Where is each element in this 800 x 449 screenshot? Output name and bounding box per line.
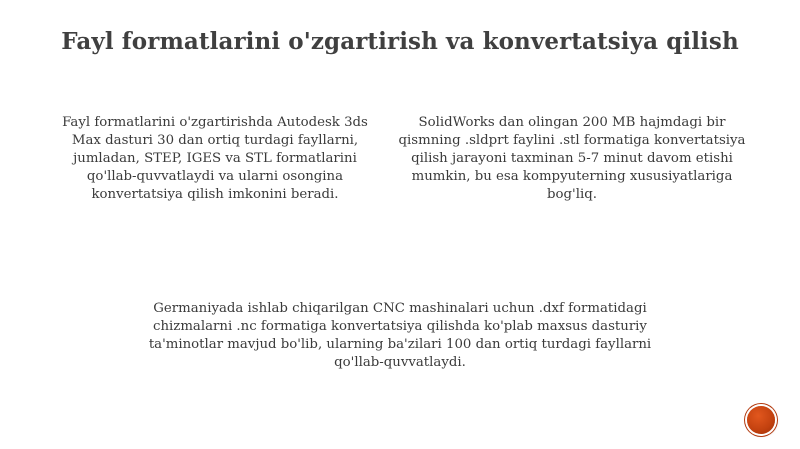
- paragraph-solidworks: SolidWorks dan olingan 200 MB hajmdagi bir qismning .sldprt faylini .stl formatiga konvertatsiya qilish jarayoni taxminan 5-7 minut davom etishi mumkin, bu esa kompyuterning xususiyatlariga bog'liq.: [398, 115, 746, 202]
- next-slide-button-icon[interactable]: [747, 406, 775, 434]
- paragraph-3ds-max: Fayl formatlarini o'zgartirishda Autodesk 3ds Max dasturi 30 dan ortiq turdagi fayllarni, jumladan, STEP, IGES va STL formatlarini qo'llab-quvvatlaydi va ularni osongina konvertatsiya qilish imkonini beradi.: [62, 115, 368, 202]
- paragraph-cnc: Germaniyada ishlab chiqarilgan CNC mashinalari uchun .dxf formatidagi chizmalarni .nc formatiga konvertatsiya qilishda ko'plab maxsus dasturiy ta'minotlar mavjud bo'lib, ularning ba'zilari 100 dan ortiq turdagi fayllarni qo'llab-quvvatlaydi.: [148, 301, 652, 370]
- slide-title: Fayl formatlarini o'zgartirish va konvertatsiya qilish: [61, 28, 739, 55]
